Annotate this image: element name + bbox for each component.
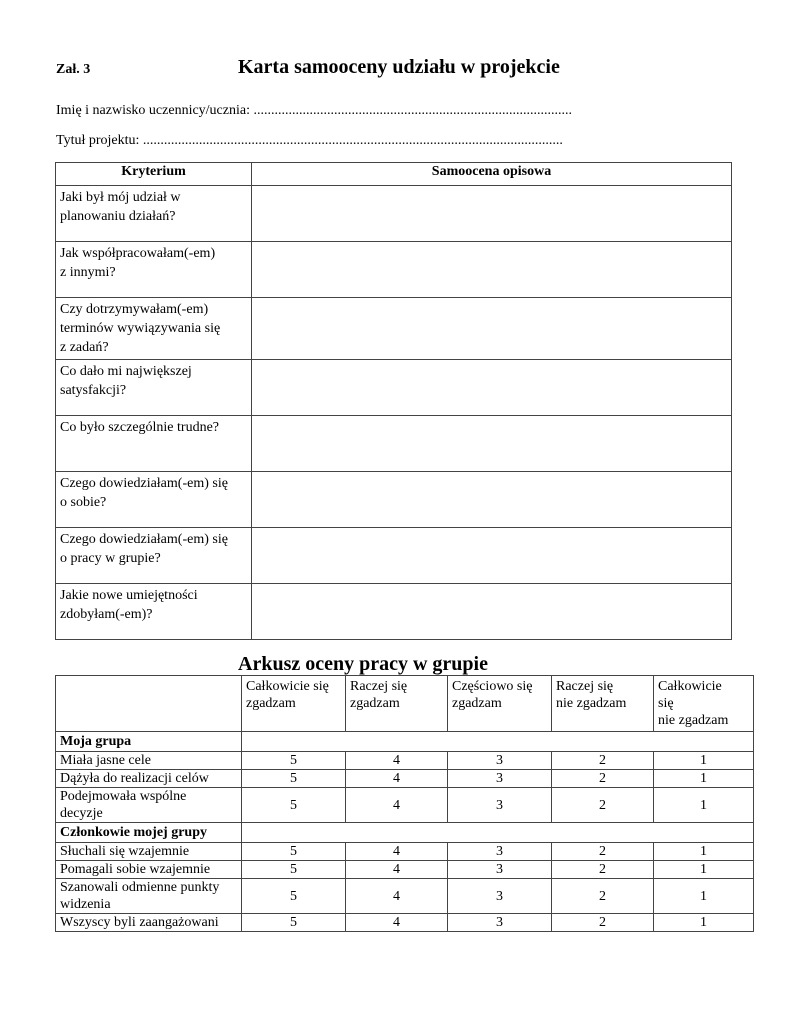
score-option[interactable]: 2 <box>552 861 654 879</box>
attachment-label: Zał. 3 <box>56 62 91 77</box>
statement-cell <box>56 770 242 788</box>
statement-text: Dążyła do realizacji celów <box>60 771 209 786</box>
criterion-text: terminów wywiązywania się <box>60 321 221 336</box>
score-option[interactable]: 5 <box>242 861 346 879</box>
criterion-row <box>56 186 732 242</box>
score-option[interactable]: 2 <box>552 770 654 788</box>
section-spacer <box>242 823 754 843</box>
statement-row <box>56 879 754 914</box>
score-option[interactable]: 4 <box>346 843 448 861</box>
statement-text: Wszyscy byli zaangażowani <box>60 915 219 930</box>
criterion-header: Kryterium <box>56 163 252 186</box>
score-option[interactable]: 2 <box>552 843 654 861</box>
score-option[interactable]: 3 <box>448 914 552 932</box>
score-option[interactable]: 2 <box>552 752 654 770</box>
score-option[interactable]: 4 <box>346 752 448 770</box>
criterion-row <box>56 472 732 528</box>
criterion-text: zdobyłam(-em)? <box>60 607 153 622</box>
criterion-cell <box>56 416 252 472</box>
criterion-cell <box>56 360 252 416</box>
scale-header-line: Całkowicie się <box>246 679 329 694</box>
criterion-row <box>56 584 732 640</box>
section-row <box>56 732 754 752</box>
criterion-text: Jaki był mój udział w <box>60 190 181 205</box>
score-option[interactable]: 3 <box>448 752 552 770</box>
score-option[interactable]: 1 <box>654 861 754 879</box>
criterion-cell <box>56 298 252 360</box>
criterion-text: Jak współpracowałam(-em) <box>60 246 216 261</box>
form-title: Karta samooceny udziału w projekcie <box>238 56 560 78</box>
statement-cell <box>56 879 242 914</box>
statement-row <box>56 770 754 788</box>
statement-text: Pomagali sobie wzajemnie <box>60 862 211 877</box>
score-option[interactable]: 2 <box>552 914 654 932</box>
statement-cell <box>56 788 242 823</box>
criterion-row <box>56 360 732 416</box>
score-option[interactable]: 5 <box>242 788 346 823</box>
student-name-field: Imię i nazwisko uczennicy/ucznia: ........................................................................................... <box>56 103 572 118</box>
scale-header-row <box>56 676 754 732</box>
project-title-field: Tytuł projektu: ........................................................................................................................ <box>56 133 563 148</box>
score-option[interactable]: 4 <box>346 879 448 914</box>
statement-row <box>56 861 754 879</box>
score-option[interactable]: 1 <box>654 843 754 861</box>
score-option[interactable]: 2 <box>552 788 654 823</box>
criterion-text: z innymi? <box>60 265 116 280</box>
criterion-text: Czego dowiedziałam(-em) się <box>60 532 228 547</box>
description-input-cell[interactable] <box>252 416 732 472</box>
scale-header-line: Częściowo się <box>452 679 533 694</box>
group-sheet-title: Arkusz oceny pracy w grupie <box>238 653 488 675</box>
scale-column-header <box>448 676 552 732</box>
score-option[interactable]: 3 <box>448 879 552 914</box>
criterion-row <box>56 242 732 298</box>
score-option[interactable]: 1 <box>654 788 754 823</box>
scale-column-header <box>346 676 448 732</box>
score-option[interactable]: 1 <box>654 879 754 914</box>
statement-text: Podejmowała wspólne <box>60 789 187 804</box>
statement-row <box>56 788 754 823</box>
statement-text: Słuchali się wzajemnie <box>60 844 190 859</box>
score-option[interactable]: 4 <box>346 914 448 932</box>
statement-row <box>56 914 754 932</box>
group-assessment-table <box>55 675 754 932</box>
statement-cell <box>56 914 242 932</box>
scale-header-line: Raczej się <box>556 679 614 694</box>
statement-text: Szanowali odmienne punkty <box>60 880 220 895</box>
score-option[interactable]: 4 <box>346 861 448 879</box>
scale-header-line: Raczej się <box>350 679 408 694</box>
scale-column-header <box>552 676 654 732</box>
description-input-cell[interactable] <box>252 242 732 298</box>
score-option[interactable]: 3 <box>448 861 552 879</box>
scale-header-line: Całkowicie <box>658 679 722 694</box>
description-header: Samoocena opisowa <box>252 163 732 186</box>
criterion-text: Co dało mi największej <box>60 364 192 379</box>
description-input-cell[interactable] <box>252 472 732 528</box>
score-option[interactable]: 1 <box>654 770 754 788</box>
criterion-cell <box>56 584 252 640</box>
criterion-cell <box>56 186 252 242</box>
description-input-cell[interactable] <box>252 584 732 640</box>
criterion-text: Co było szczególnie trudne? <box>60 420 220 435</box>
score-option[interactable]: 3 <box>448 770 552 788</box>
criterion-cell <box>56 528 252 584</box>
criterion-text: o sobie? <box>60 495 107 510</box>
criterion-cell <box>56 242 252 298</box>
criterion-text: Jakie nowe umiejętności <box>60 588 198 603</box>
score-option[interactable]: 5 <box>242 879 346 914</box>
criterion-text: Czego dowiedziałam(-em) się <box>60 476 228 491</box>
criterion-text: planowaniu działań? <box>60 209 176 224</box>
score-option[interactable]: 5 <box>242 914 346 932</box>
description-input-cell[interactable] <box>252 360 732 416</box>
self-assessment-table <box>55 162 732 640</box>
description-input-cell[interactable] <box>252 298 732 360</box>
score-option[interactable]: 4 <box>346 788 448 823</box>
section-label: Moja grupa <box>56 732 242 752</box>
score-option[interactable]: 5 <box>242 843 346 861</box>
score-option[interactable]: 4 <box>346 770 448 788</box>
criterion-row <box>56 416 732 472</box>
statement-cell <box>56 861 242 879</box>
statement-text: decyzje <box>60 806 103 821</box>
statement-cell <box>56 752 242 770</box>
scale-header-line: nie zgadzam <box>658 713 729 728</box>
statement-text: widzenia <box>60 897 111 912</box>
scale-header-line: zgadzam <box>452 696 502 711</box>
score-option[interactable]: 5 <box>242 770 346 788</box>
scale-column-header <box>654 676 754 732</box>
section-spacer <box>242 732 754 752</box>
description-input-cell[interactable] <box>252 186 732 242</box>
criterion-row <box>56 528 732 584</box>
score-option[interactable]: 3 <box>448 788 552 823</box>
criterion-text: satysfakcji? <box>60 383 127 398</box>
section-row <box>56 823 754 843</box>
criterion-cell <box>56 472 252 528</box>
statement-row <box>56 843 754 861</box>
criterion-text: z zadań? <box>60 340 109 355</box>
criterion-row <box>56 298 732 360</box>
statement-cell <box>56 843 242 861</box>
scale-header-line: nie zgadzam <box>556 696 627 711</box>
score-option[interactable]: 1 <box>654 752 754 770</box>
score-option[interactable]: 2 <box>552 879 654 914</box>
scale-header-line: zgadzam <box>246 696 296 711</box>
score-option[interactable]: 5 <box>242 752 346 770</box>
criterion-text: o pracy w grupie? <box>60 551 161 566</box>
scale-header-line: się <box>658 696 674 711</box>
statement-row <box>56 752 754 770</box>
scale-column-header <box>242 676 346 732</box>
criterion-text: Czy dotrzymywałam(-em) <box>60 302 209 317</box>
description-input-cell[interactable] <box>252 528 732 584</box>
statement-text: Miała jasne cele <box>60 753 151 768</box>
section-label: Członkowie mojej grupy <box>56 823 242 843</box>
score-option[interactable]: 1 <box>654 914 754 932</box>
corner-cell <box>56 676 242 732</box>
score-option[interactable]: 3 <box>448 843 552 861</box>
scale-header-line: zgadzam <box>350 696 400 711</box>
